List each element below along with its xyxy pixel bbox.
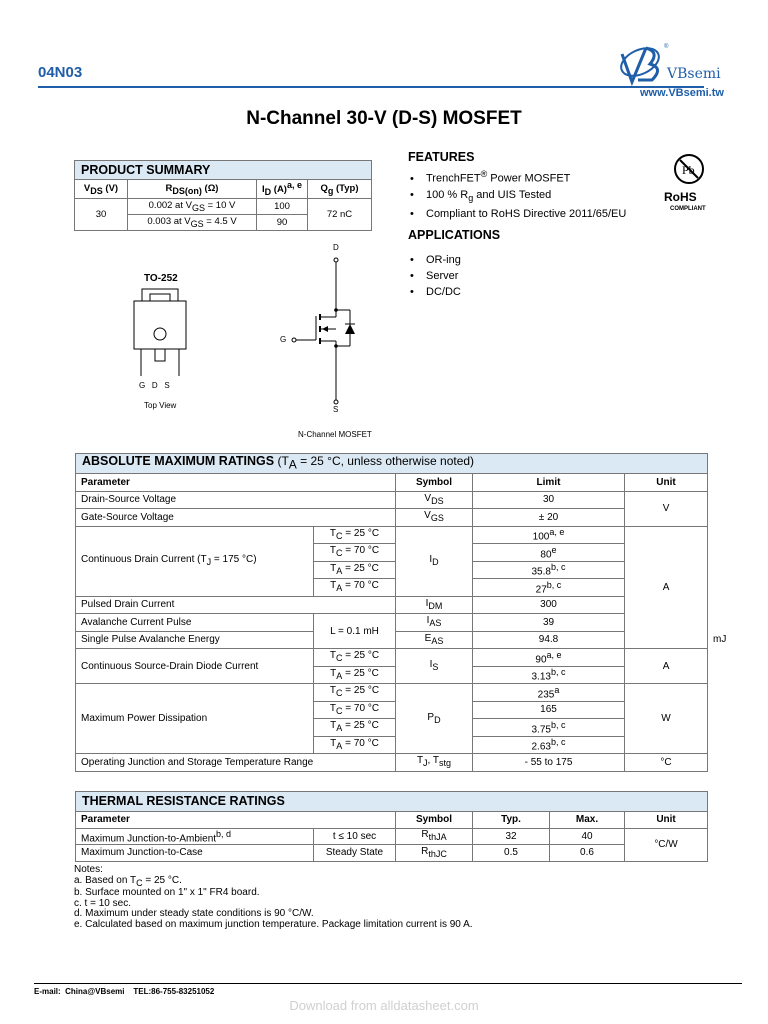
part-number: 04N03 <box>38 64 83 81</box>
absolute-maximum-ratings-table <box>75 453 727 772</box>
table-row: Avalanche Current Pulse L = 0.1 mH $I_{AS}$ 39 <box>76 614 708 632</box>
applications-list <box>410 252 461 300</box>
mosfet-caption: N-Channel MOSFET <box>298 430 372 439</box>
trr-title: THERMAL RESISTANCE RATINGS <box>76 792 708 812</box>
rds-row-1: 0.002 at $V_{GS} = 10$ V <box>128 199 257 215</box>
trr-header-unit: Unit <box>625 812 708 829</box>
id-value-2: 90 <box>257 215 308 231</box>
header-id: $I_D$ $(A)^{a, e}$ <box>257 180 308 199</box>
notes: Notes: a. Based on $T_C = 25$ °C. b. Surface mounted on 1" x 1" FR4 board. c. t = 10 sec. d. Maximum under steady state conditions is 90 °C/W. e. Calculated based on maximum junction temperature. Package limitation current is 90 A. <box>74 864 473 930</box>
qg-value: 72 nC <box>308 199 372 231</box>
table-row: $T_A = 70$ °C 27$^{b, c}$ <box>76 579 708 597</box>
trr-header-typ: Typ. <box>473 812 550 829</box>
n-channel-mosfet-symbol <box>278 240 388 420</box>
table-row: Operating Junction and Storage Temperature Range $T_J$, $T_{stg}$ - 55 to 175 °C <box>76 754 708 772</box>
trr-header-symbol: Symbol <box>396 812 473 829</box>
applications-heading: APPLICATIONS <box>408 228 501 242</box>
features-heading: FEATURES <box>408 150 475 164</box>
feature-item: • 100 % $R_g$ and UIS Tested <box>410 187 626 206</box>
id-value-1: 100 <box>257 199 308 215</box>
rds-row-2: 0.003 at $V_{GS} = 4.5$ V <box>128 215 257 231</box>
table-row: Continuous Drain Current ($T_J = 175$ °C) $T_C = 25$ °C $I_D$ 100$^{a, e}$ A <box>76 526 708 544</box>
trr-header-parameter: Parameter <box>76 812 396 829</box>
amr-title: ABSOLUTE MAXIMUM RATINGS ($T_A = 25$ °C, unless otherwise noted) <box>76 454 708 474</box>
table-row: $T_A = 25$ °C 35.8$^{b, c}$ <box>76 561 708 579</box>
gate-label: G <box>280 335 287 344</box>
header-rds: $R_{DS(on)}$ (Ω) <box>128 180 257 199</box>
table-row: $T_C = 70$ °C 165 <box>76 701 708 719</box>
amr-header-symbol: Symbol <box>396 474 473 492</box>
top-view-label: Top View <box>144 401 177 410</box>
download-watermark: Download from alldatasheet.com <box>289 998 479 1013</box>
website-link[interactable]: www.VBsemi.tw <box>640 87 724 99</box>
feature-item: • TrenchFET® Power MOSFET <box>410 166 626 187</box>
features-list <box>410 166 626 222</box>
vds-value: 30 <box>75 199 128 231</box>
rohs-compliant-label: COMPLIANT <box>670 206 706 212</box>
to252-package-drawing <box>128 288 194 384</box>
table-row: Maximum Junction-to-Case Steady State $R_{thJC}$ 0.5 0.6 <box>76 845 708 862</box>
rohs-label: RoHS <box>664 190 697 204</box>
table-row: Maximum Power Dissipation $T_C = 25$ °C $P_D$ 235$^a$ W <box>76 684 708 702</box>
table-row: $T_A = 25$ °C 3.13$^{b, c}$ <box>76 666 708 684</box>
table-row: Continuous Source-Drain Diode Current $T_C = 25$ °C $I_S$ 90$^{a, e}$ A <box>76 649 708 667</box>
product-summary-table <box>74 160 372 231</box>
pb-label: Pb <box>682 163 695 177</box>
package-name: TO-252 <box>144 273 178 284</box>
header-qg: $Q_g$ (Typ) <box>308 180 372 199</box>
application-item: • Server <box>410 268 461 284</box>
lead-free-icon <box>672 152 706 186</box>
table-row: $T_C = 70$ °C 80e <box>76 544 708 562</box>
footer-rule <box>34 983 742 984</box>
header-vds: $V_{DS}$ (V) <box>75 180 128 199</box>
document-title: N-Channel 30-V (D-S) MOSFET <box>246 108 522 129</box>
source-label: S <box>333 405 339 414</box>
table-row: Single Pulse Avalanche Energy $E_{AS}$ 94.8 mJ <box>76 631 708 649</box>
table-row: $T_A = 70$ °C 2.63$^{b, c}$ <box>76 736 708 754</box>
amr-header-parameter: Parameter <box>76 474 396 492</box>
header-rule <box>38 86 704 88</box>
pin-labels: G D S <box>139 381 170 390</box>
amr-header-limit: Limit <box>473 474 625 492</box>
table-row: $T_A = 25$ °C 3.75$^{b, c}$ <box>76 719 708 737</box>
amr-header-unit: Unit <box>625 474 708 492</box>
table-row: Maximum Junction-to-Ambient$^{b, d}$ t ≤ 10 sec $R_{thJA}$ 32 40 °C/W <box>76 828 708 845</box>
drain-label: D <box>333 243 339 252</box>
svg-text:®: ® <box>664 44 669 50</box>
feature-item: • Compliant to RoHS Directive 2011/65/EU <box>410 206 626 222</box>
footer-contact: E-mail: China@VBsemi TEL:86-755-83251052 <box>34 987 215 996</box>
application-item: • DC/DC <box>410 284 461 300</box>
product-summary-title: PRODUCT SUMMARY <box>75 161 372 180</box>
application-item: • OR-ing <box>410 252 461 268</box>
brand-name: VBsemi <box>667 66 721 82</box>
table-row: Pulsed Drain Current $I_{DM}$ 300 <box>76 596 708 614</box>
table-row: Drain-Source Voltage $V_{DS}$ 30 V <box>76 491 708 509</box>
trr-header-max: Max. <box>550 812 625 829</box>
table-row: Gate-Source Voltage $V_{GS}$ ± 20 <box>76 509 708 527</box>
thermal-resistance-table <box>75 791 708 862</box>
